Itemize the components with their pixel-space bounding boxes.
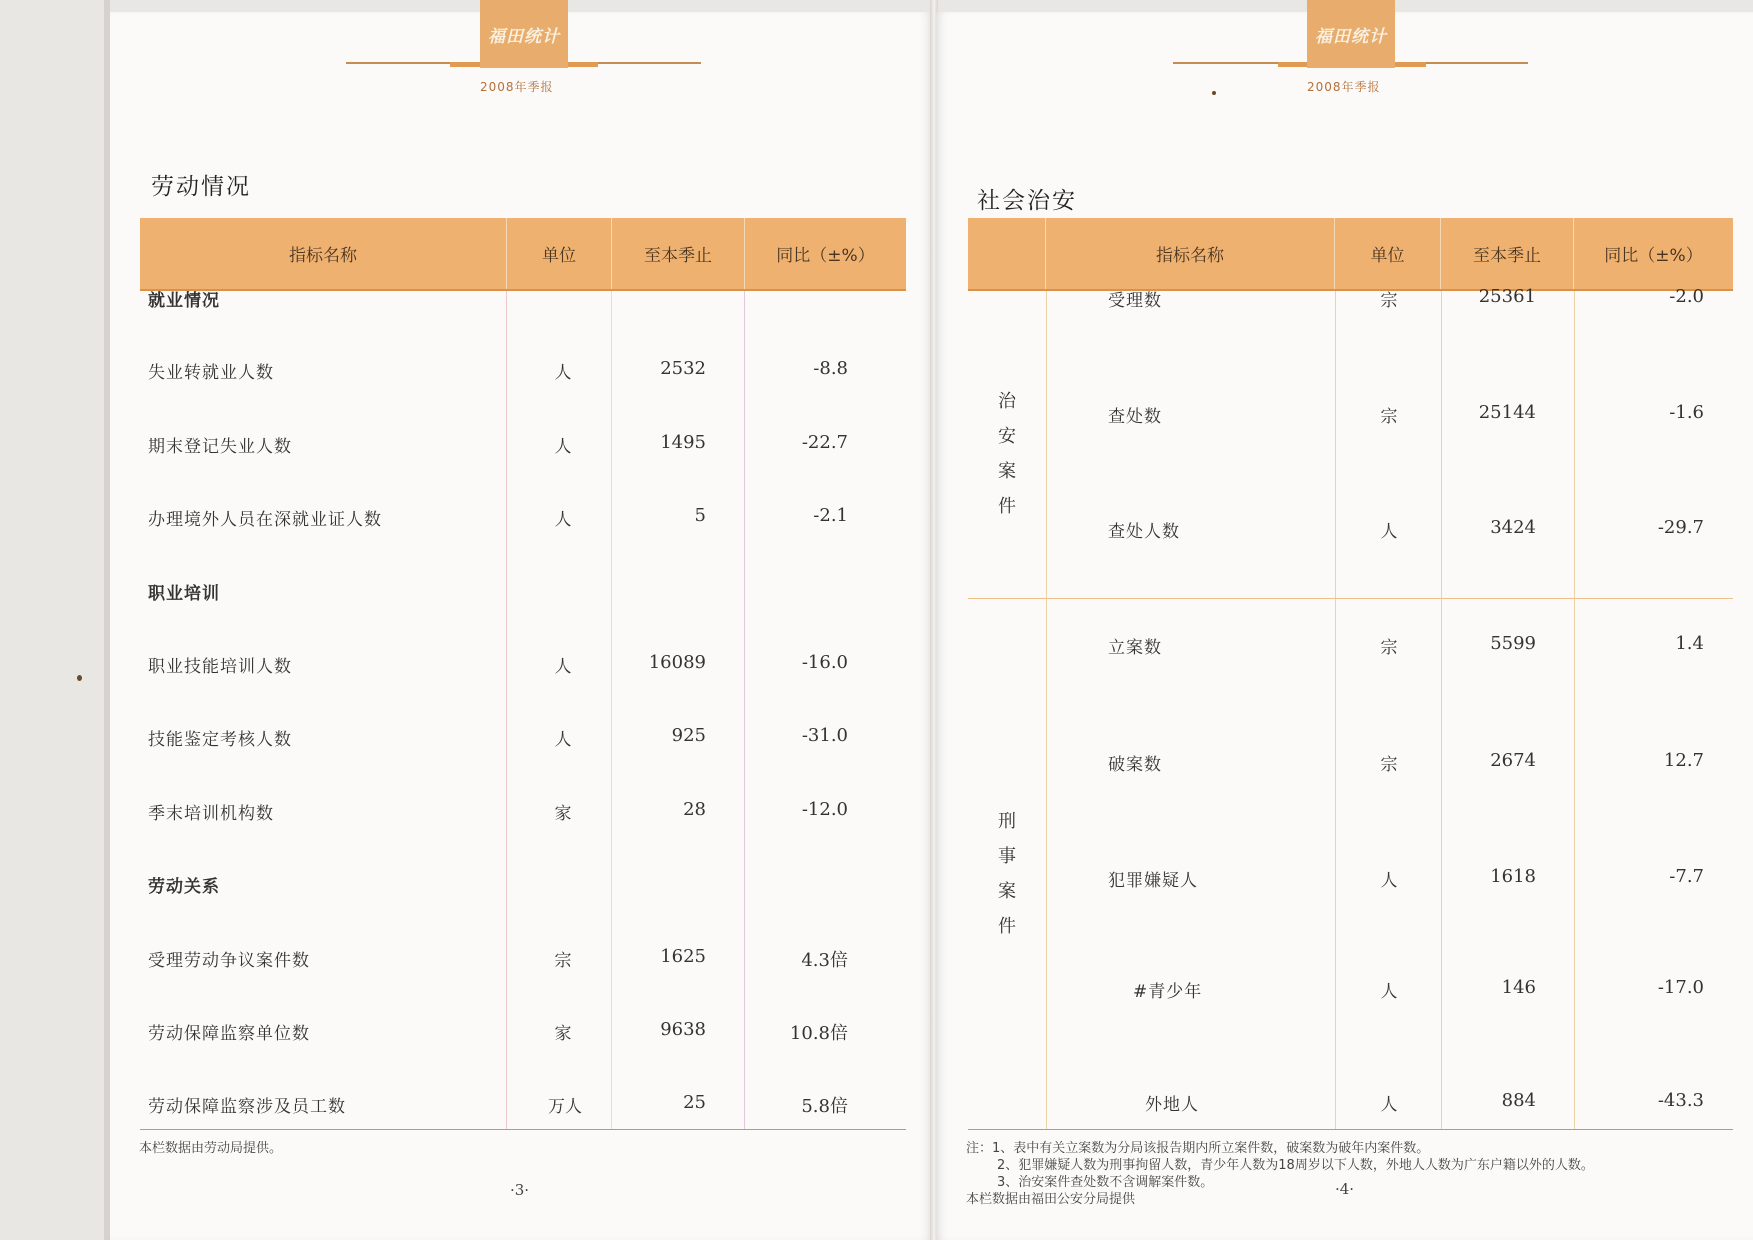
- indicator-name: 失业转就业人数: [148, 363, 274, 383]
- group-label-public-order: [995, 384, 1019, 524]
- paper-speck: [1212, 91, 1216, 95]
- group-heading: 职业培训: [148, 584, 220, 604]
- column-header-yoy: 同比（±%）: [1604, 246, 1703, 266]
- indicator-name: 劳动保障监察单位数: [148, 1024, 310, 1044]
- indicator-name: 破案数: [1108, 755, 1162, 775]
- yoy-cell: -2.0: [1669, 286, 1704, 307]
- unit-cell: 家: [554, 804, 572, 824]
- value-cell: 1625: [660, 946, 706, 967]
- page-title: 劳动情况: [151, 174, 251, 200]
- unit-cell: 宗: [1380, 407, 1398, 427]
- table-bottom-rule: [140, 1129, 906, 1130]
- yoy-cell: 4.3倍: [801, 950, 848, 971]
- unit-cell: 人: [554, 437, 572, 457]
- logo-text: 福田统计: [488, 26, 560, 47]
- value-cell: 2674: [1490, 750, 1536, 771]
- page-number: ·4·: [1335, 1180, 1355, 1198]
- indicator-name: 受理数: [1108, 291, 1162, 311]
- unit-cell: 人: [1380, 871, 1398, 891]
- paper-speck: [77, 675, 82, 681]
- group-label-criminal: [995, 804, 1019, 944]
- column-divider: [1046, 291, 1047, 1129]
- column-header-category: [968, 218, 1046, 289]
- column-divider: [506, 291, 507, 1129]
- yoy-cell: -16.0: [801, 652, 848, 673]
- value-cell: 25: [683, 1092, 706, 1113]
- footnote-1: 注：1、表中有关立案数为分局该报告期内所立案件数，破案数为破年内案件数。: [966, 1141, 1430, 1156]
- yoy-cell: -2.1: [813, 505, 848, 526]
- group-label-char: 案: [998, 881, 1016, 902]
- group-label-char: 案: [998, 461, 1016, 482]
- logo-text: 福田统计: [1315, 26, 1387, 47]
- group-label-char: 治: [998, 391, 1016, 412]
- group-divider: [968, 598, 1733, 599]
- indicator-name: 外地人: [1145, 1095, 1199, 1115]
- source-note: 本栏数据由劳动局提供。: [139, 1141, 283, 1156]
- unit-cell: 人: [554, 510, 572, 530]
- value-cell: 25361: [1478, 286, 1536, 307]
- yoy-cell: -12.0: [801, 799, 848, 820]
- year-label: 2008年季报: [1307, 80, 1381, 94]
- table-header: [140, 218, 906, 291]
- column-header-name: 指标名称: [1046, 218, 1335, 289]
- yoy-cell: -43.3: [1657, 1090, 1704, 1111]
- unit-cell: 人: [1380, 1095, 1398, 1115]
- yoy-cell: -29.7: [1657, 517, 1704, 538]
- unit-cell: 人: [1380, 522, 1398, 542]
- indicator-name: 立案数: [1108, 638, 1162, 658]
- yoy-cell: -8.8: [813, 358, 848, 379]
- value-cell: 9638: [660, 1019, 706, 1040]
- column-header-unit: 单位: [507, 218, 612, 289]
- unit-cell: 人: [1380, 982, 1398, 1002]
- unit-cell: 人: [554, 730, 572, 750]
- yoy-cell: 12.7: [1663, 750, 1704, 771]
- yoy-cell: -7.7: [1669, 866, 1704, 887]
- unit-cell: 宗: [1380, 638, 1398, 658]
- unit-cell: 人: [554, 363, 572, 383]
- value-cell: 146: [1501, 977, 1536, 998]
- yoy-cell: -31.0: [801, 725, 848, 746]
- group-heading: 劳动关系: [148, 877, 220, 897]
- indicator-name: 查处人数: [1108, 522, 1180, 542]
- unit-cell: 宗: [1380, 291, 1398, 311]
- year-label: 2008年季报: [480, 80, 554, 94]
- indicator-name: 技能鉴定考核人数: [148, 730, 292, 750]
- yoy-cell: 5.8倍: [801, 1096, 848, 1117]
- group-label-char: 安: [998, 426, 1016, 447]
- group-label-char: 刑: [998, 811, 1016, 832]
- indicator-name: 受理劳动争议案件数: [148, 951, 310, 971]
- unit-cell: 家: [554, 1024, 572, 1044]
- value-cell: 25144: [1478, 402, 1536, 423]
- group-label-char: 件: [998, 496, 1016, 517]
- indicator-name: 办理境外人员在深就业证人数: [148, 510, 382, 530]
- value-cell: 28: [683, 799, 706, 820]
- column-header-yoy: 同比（±%）: [776, 246, 875, 266]
- value-cell: 884: [1501, 1090, 1536, 1111]
- logo: [1307, 0, 1395, 68]
- column-divider: [611, 291, 612, 1129]
- group-label-char: 件: [998, 916, 1016, 937]
- unit-cell: 宗: [554, 951, 572, 971]
- indicator-name: #青少年: [1133, 982, 1203, 1002]
- table-bottom-rule: [968, 1129, 1733, 1130]
- yoy-cell: 10.8倍: [789, 1023, 848, 1044]
- value-cell: 16089: [648, 652, 706, 673]
- footnote-3: 3、治安案件查处数不含调解案件数。: [997, 1175, 1214, 1190]
- value-cell: 5599: [1490, 633, 1536, 654]
- page-title: 社会治安: [977, 188, 1077, 214]
- value-cell: 925: [671, 725, 706, 746]
- column-header-value: 至本季止: [612, 218, 745, 289]
- indicator-name: 期末登记失业人数: [148, 437, 292, 457]
- yoy-cell: -17.0: [1657, 977, 1704, 998]
- value-cell: 3424: [1490, 517, 1536, 538]
- column-header-value: 至本季止: [1441, 218, 1574, 289]
- source-note: 本栏数据由福田公安分局提供: [966, 1192, 1136, 1207]
- column-divider: [744, 291, 745, 1129]
- column-divider: [1335, 291, 1336, 1129]
- indicator-name: 劳动保障监察涉及员工数: [148, 1097, 346, 1117]
- indicator-name: 职业技能培训人数: [148, 657, 292, 677]
- group-heading: 就业情况: [148, 291, 220, 311]
- unit-cell: 万人: [548, 1097, 582, 1117]
- value-cell: 1618: [1490, 866, 1536, 887]
- yoy-cell: -22.7: [801, 432, 848, 453]
- logo: [480, 0, 568, 68]
- indicator-name: 季末培训机构数: [148, 804, 274, 824]
- value-cell: 1495: [660, 432, 706, 453]
- footnote-2: 2、犯罪嫌疑人数为刑事拘留人数，青少年人数为18周岁以下人数，外地人人数为广东户籍以外的人数。: [997, 1158, 1594, 1173]
- value-cell: 2532: [660, 358, 706, 379]
- column-header-unit: 单位: [1335, 218, 1441, 289]
- yoy-cell: -1.6: [1669, 402, 1704, 423]
- yoy-cell: 1.4: [1675, 633, 1704, 654]
- unit-cell: 人: [554, 657, 572, 677]
- table-header: [968, 218, 1733, 291]
- group-label-char: 事: [998, 846, 1016, 867]
- page-number: ·3·: [510, 1181, 530, 1199]
- column-header-name: 指标名称: [140, 218, 507, 289]
- unit-cell: 宗: [1380, 755, 1398, 775]
- indicator-name: 犯罪嫌疑人: [1108, 871, 1198, 891]
- value-cell: 5: [694, 505, 706, 526]
- column-divider: [1574, 291, 1575, 1129]
- indicator-name: 查处数: [1108, 407, 1162, 427]
